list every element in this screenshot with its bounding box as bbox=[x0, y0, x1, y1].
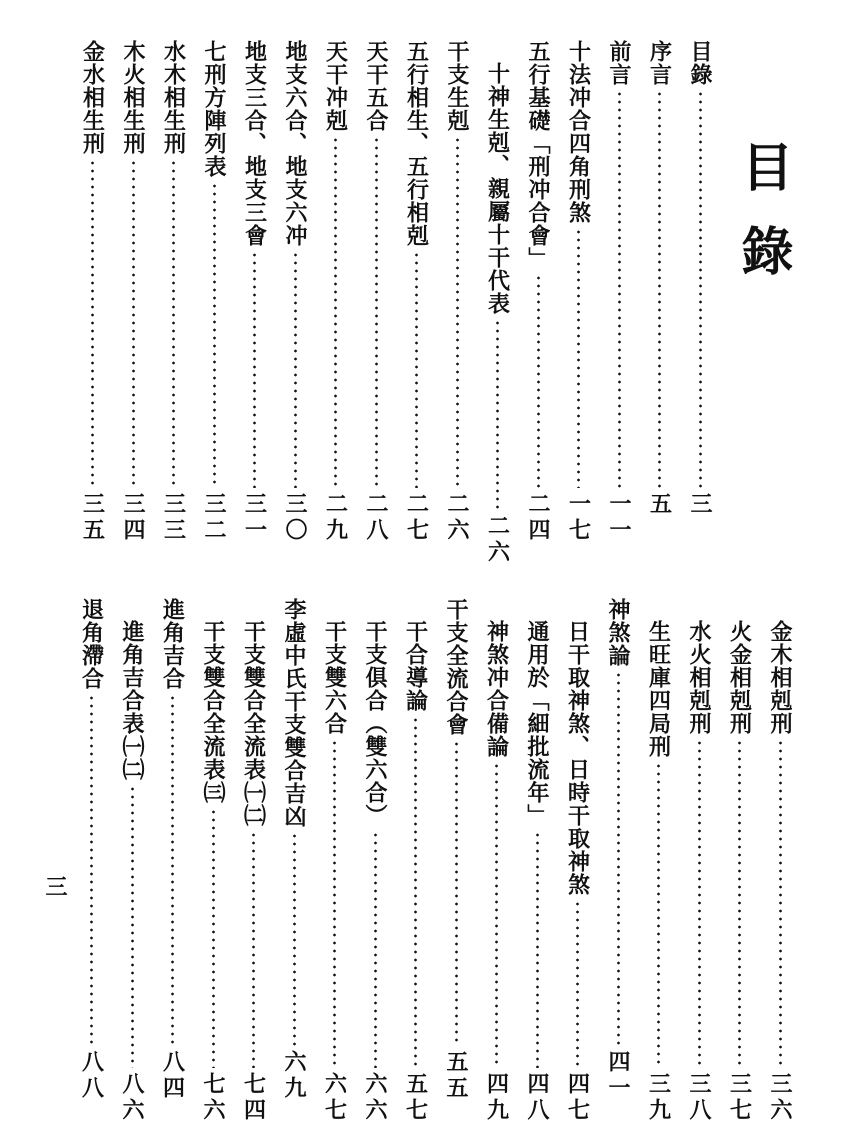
dot-leader bbox=[779, 739, 782, 1068]
toc-entry-page: 六七 bbox=[321, 1072, 348, 1124]
toc-entry[interactable] bbox=[520, 40, 556, 550]
toc-entry[interactable] bbox=[276, 598, 312, 1108]
toc-entry-title: 干支生剋 bbox=[444, 40, 470, 132]
dot-leader bbox=[333, 739, 336, 1068]
toc-entry[interactable] bbox=[762, 598, 798, 1130]
toc-entry-title: 干支雙六合 bbox=[321, 620, 348, 735]
toc-entry[interactable] bbox=[601, 40, 637, 550]
dot-leader bbox=[698, 739, 701, 1068]
dot-leader bbox=[293, 832, 296, 1046]
dot-leader bbox=[172, 159, 175, 488]
toc-entry-title: 五行基礎「刑冲合會」 bbox=[525, 40, 551, 270]
dot-leader bbox=[374, 831, 377, 1068]
toc-entry-page: 五七 bbox=[402, 1072, 429, 1124]
toc-entry-page: 二八 bbox=[363, 492, 389, 544]
dot-leader bbox=[495, 762, 498, 1068]
toc-entry-title: 金水相生刑 bbox=[79, 40, 106, 155]
toc-entry-page: 二四 bbox=[525, 492, 551, 544]
dot-leader bbox=[496, 319, 499, 510]
dot-leader bbox=[131, 785, 134, 1068]
toc-entry[interactable] bbox=[75, 40, 111, 550]
toc-entry-page: 三〇 bbox=[282, 492, 308, 544]
toc-entry[interactable] bbox=[74, 598, 110, 1108]
toc-entry-page: 三五 bbox=[79, 492, 106, 544]
toc-entry[interactable] bbox=[277, 40, 313, 550]
toc-entry-title: 水火相剋刑 bbox=[686, 620, 712, 735]
dot-leader bbox=[738, 739, 741, 1068]
toc-entry-title: 退角滯合 bbox=[78, 598, 105, 690]
toc-entry[interactable] bbox=[439, 40, 475, 550]
dot-leader bbox=[455, 740, 458, 1046]
toc-entry[interactable] bbox=[560, 598, 596, 1130]
toc-entry-page: 一一 bbox=[606, 492, 632, 544]
toc-entry-title: 地支六合、地支六冲 bbox=[282, 40, 308, 247]
toc-entry[interactable] bbox=[641, 598, 677, 1130]
toc-entry[interactable] bbox=[722, 598, 758, 1130]
dot-leader bbox=[699, 90, 702, 488]
page-number: 三 bbox=[42, 875, 68, 897]
toc-entry-page: 三二 bbox=[201, 492, 227, 544]
toc-entry-page: 六六 bbox=[362, 1072, 388, 1124]
toc-entry-page: 二七 bbox=[403, 492, 430, 544]
toc-entry-title: 進角吉合 bbox=[159, 598, 186, 690]
toc-entry-page: 八四 bbox=[159, 1050, 186, 1102]
toc-entry-title: 五行相生、五行相剋 bbox=[403, 40, 430, 247]
toc-entry-page: 三七 bbox=[726, 1072, 753, 1124]
toc-entry[interactable] bbox=[237, 40, 273, 550]
toc-entry-page: 三四 bbox=[120, 492, 146, 544]
toc-entry[interactable] bbox=[357, 598, 393, 1130]
toc-entry-page: 五五 bbox=[443, 1050, 469, 1102]
toc-entry[interactable] bbox=[681, 598, 717, 1130]
toc-entry-page: 二九 bbox=[322, 492, 349, 544]
toc-entry-title: 天干冲剋 bbox=[322, 40, 349, 132]
toc-entry-title: 干支俱合（雙六合） bbox=[362, 620, 388, 827]
dot-leader bbox=[536, 831, 539, 1068]
toc-entry-page: 四九 bbox=[483, 1072, 510, 1124]
dot-leader bbox=[334, 136, 337, 488]
dot-leader bbox=[415, 251, 418, 488]
dot-leader bbox=[213, 182, 216, 488]
toc-entry-page: 三六 bbox=[767, 1072, 793, 1124]
toc-entry-page: 三九 bbox=[645, 1072, 672, 1124]
toc-entry-page: 二六 bbox=[444, 492, 470, 544]
toc-entry[interactable] bbox=[600, 598, 636, 1108]
toc-entry-title: 地支三合、地支三會 bbox=[241, 40, 268, 247]
toc-entry[interactable] bbox=[642, 40, 678, 550]
toc-entry[interactable] bbox=[155, 598, 191, 1108]
toc-entry-title: 前言 bbox=[606, 40, 632, 86]
dot-leader bbox=[576, 900, 579, 1068]
toc-entry[interactable] bbox=[438, 598, 474, 1108]
dot-leader bbox=[252, 831, 255, 1068]
toc-entry[interactable] bbox=[358, 40, 394, 550]
toc-entry-title: 七刑方陣列表 bbox=[201, 40, 227, 178]
toc-entry[interactable] bbox=[682, 40, 718, 550]
toc-entry[interactable] bbox=[561, 40, 597, 550]
dot-leader bbox=[618, 90, 621, 488]
toc-entry-page: 七六 bbox=[200, 1072, 226, 1124]
toc-entry-title: 干支雙合全流表㈢ bbox=[200, 620, 226, 804]
toc-entry[interactable] bbox=[399, 40, 435, 550]
toc-entry-page: 四七 bbox=[564, 1072, 591, 1124]
toc-entry[interactable] bbox=[195, 598, 231, 1130]
toc-entry-title: 水木相生刑 bbox=[160, 40, 187, 155]
toc-entry-page: 三八 bbox=[686, 1072, 712, 1124]
toc-entry-title: 目錄 bbox=[687, 40, 713, 86]
dot-leader bbox=[90, 694, 93, 1046]
dot-leader bbox=[658, 90, 661, 488]
toc-entry[interactable] bbox=[480, 40, 516, 572]
page-title: 目錄 bbox=[732, 140, 793, 308]
dot-leader bbox=[132, 159, 135, 488]
toc-entry-page: 二六 bbox=[484, 514, 511, 566]
toc-entry-title: 干支全流合會 bbox=[443, 598, 469, 736]
toc-entry-title: 金木相剋刑 bbox=[767, 620, 793, 735]
toc-entry[interactable] bbox=[196, 40, 232, 550]
toc-entry[interactable] bbox=[114, 598, 150, 1130]
toc-entry-title: 生旺庫四局刑 bbox=[645, 620, 672, 758]
toc-entry-title: 日干取神煞、日時干取神煞 bbox=[564, 620, 591, 896]
toc-entry-page: 三 bbox=[687, 492, 713, 518]
toc-entry[interactable] bbox=[156, 40, 192, 550]
dot-leader bbox=[171, 694, 174, 1046]
toc-entry-title: 天干五合 bbox=[363, 40, 389, 132]
toc-entry-page: 七四 bbox=[240, 1072, 267, 1124]
toc-entry-page: 八六 bbox=[119, 1072, 145, 1124]
toc-entry-page: 一七 bbox=[565, 492, 592, 544]
toc-entry[interactable] bbox=[115, 40, 151, 550]
toc-entry-page: 三一 bbox=[241, 492, 268, 544]
toc-entry-title: 十法冲合四角刑煞 bbox=[565, 40, 592, 224]
toc-entry-page: 四一 bbox=[605, 1050, 631, 1102]
toc-entry-title: 序言 bbox=[646, 40, 673, 86]
toc-entry-page: 三三 bbox=[160, 492, 187, 544]
toc-entry-page: 四八 bbox=[524, 1072, 550, 1124]
toc-entry-title: 十神生剋、親屬十干代表 bbox=[484, 62, 511, 315]
toc-entry-title: 干支雙合全流表㈠㈡ bbox=[240, 620, 267, 827]
toc-entry-title: 進角吉合表㈠㈡ bbox=[119, 620, 145, 781]
toc-entry-title: 火金相剋刑 bbox=[726, 620, 753, 735]
dot-leader bbox=[212, 808, 215, 1068]
toc-entry[interactable] bbox=[318, 40, 354, 550]
toc-entry[interactable] bbox=[479, 598, 515, 1130]
toc-entry-title: 神煞冲合備論 bbox=[483, 620, 510, 758]
dot-leader bbox=[294, 251, 297, 488]
toc-entry-title: 木火相生刑 bbox=[120, 40, 146, 155]
toc-entry-title: 李虛中氏干支雙合吉凶 bbox=[281, 598, 307, 828]
toc-entry[interactable] bbox=[236, 598, 272, 1130]
dot-leader bbox=[375, 136, 378, 488]
dot-leader bbox=[617, 671, 620, 1046]
toc-entry[interactable] bbox=[317, 598, 353, 1130]
toc-entry[interactable] bbox=[398, 598, 434, 1130]
dot-leader bbox=[577, 228, 580, 488]
toc-entry[interactable] bbox=[519, 598, 555, 1130]
toc-entry-page: 八八 bbox=[78, 1050, 105, 1102]
toc-entry-title: 神煞論 bbox=[605, 598, 631, 667]
dot-leader bbox=[537, 274, 540, 488]
dot-leader bbox=[414, 716, 417, 1068]
dot-leader bbox=[657, 762, 660, 1068]
toc-entry-title: 通用於「細批流年」 bbox=[524, 620, 550, 827]
dot-leader bbox=[253, 251, 256, 488]
toc-entry-page: 五 bbox=[646, 492, 673, 518]
toc-entry-page: 六九 bbox=[281, 1050, 307, 1102]
toc-entry-title: 干合導論 bbox=[402, 620, 429, 712]
dot-leader bbox=[91, 159, 94, 488]
dot-leader bbox=[456, 136, 459, 488]
